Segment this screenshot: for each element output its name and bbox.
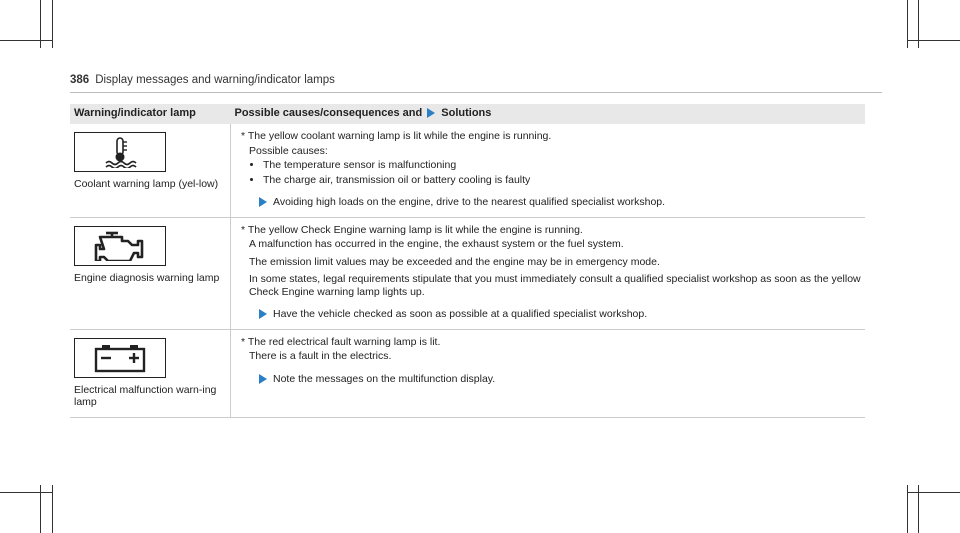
arrow-icon	[259, 197, 267, 207]
table-row	[70, 124, 865, 217]
page-header	[70, 74, 335, 86]
crop-mark	[0, 40, 52, 41]
header-rule	[70, 92, 882, 93]
table-row	[70, 329, 865, 417]
solution: Note the messages on the multifunction display.	[241, 373, 861, 386]
solution: Avoiding high loads on the engine, drive to the nearest qualified specialist workshop.	[241, 196, 861, 209]
page-number: 386	[70, 74, 90, 86]
engine-check-icon	[74, 226, 166, 266]
coolant-temperature-icon	[74, 132, 166, 172]
causes-cell: * The yellow Check Engine warning lamp is lit while the engine is running. A malfunction has occurred in the engine, the exhaust system or the fuel system. The emission limit values may be exceeded and the engine may be in emergency mode. In some states, legal requirements stipulate that you must immediately consult a qualified specialist workshop as soon as the yellow Check Engine warning lamp lights up. Have the vehicle checked as soon as possible at a qualified specialist workshop.	[231, 217, 866, 329]
arrow-icon	[259, 374, 267, 384]
warning-lamp-table	[70, 104, 865, 418]
lamp-label: Coolant warning lamp (yel-low)	[74, 178, 219, 190]
crop-mark	[907, 492, 960, 493]
lamp-label: Engine diagnosis warning lamp	[74, 271, 220, 284]
crop-mark	[52, 0, 53, 48]
causes-cell: * The red electrical fault warning lamp is lit. There is a fault in the electrics. Note the messages on the multifunction display.	[231, 329, 866, 417]
col-header-lamp: Warning/indicator lamp	[70, 104, 231, 124]
lamp-label: Electrical malfunction warn-ing lamp	[74, 383, 217, 408]
page-title: Display messages and warning/indicator lamps	[95, 74, 335, 86]
lamp-cell	[70, 124, 231, 217]
table-header-row	[70, 104, 865, 124]
lamp-cell	[70, 217, 231, 329]
battery-icon	[74, 338, 166, 378]
solution: Have the vehicle checked as soon as possible at a qualified specialist workshop.	[241, 308, 861, 321]
causes-list	[251, 159, 861, 186]
arrow-icon	[427, 108, 435, 118]
causes-cell: * The yellow coolant warning lamp is lit while the engine is running. Possible causes: • The temperature sensor is malfunctioning • The charge air, transmission oil or battery cooling is faulty Avoiding high loads on the engine, drive to the nearest qualified specialist workshop.	[231, 124, 866, 217]
table-row	[70, 217, 865, 329]
crop-mark	[52, 485, 53, 533]
col-header-causes: Possible causes/consequences and Solutions	[231, 104, 866, 124]
list-item: • The charge air, transmission oil or battery cooling is faulty	[263, 174, 861, 187]
crop-mark	[0, 492, 52, 493]
list-item: • The temperature sensor is malfunctioning	[263, 159, 861, 172]
arrow-icon	[259, 309, 267, 319]
lamp-cell	[70, 329, 231, 417]
crop-mark	[907, 40, 960, 41]
